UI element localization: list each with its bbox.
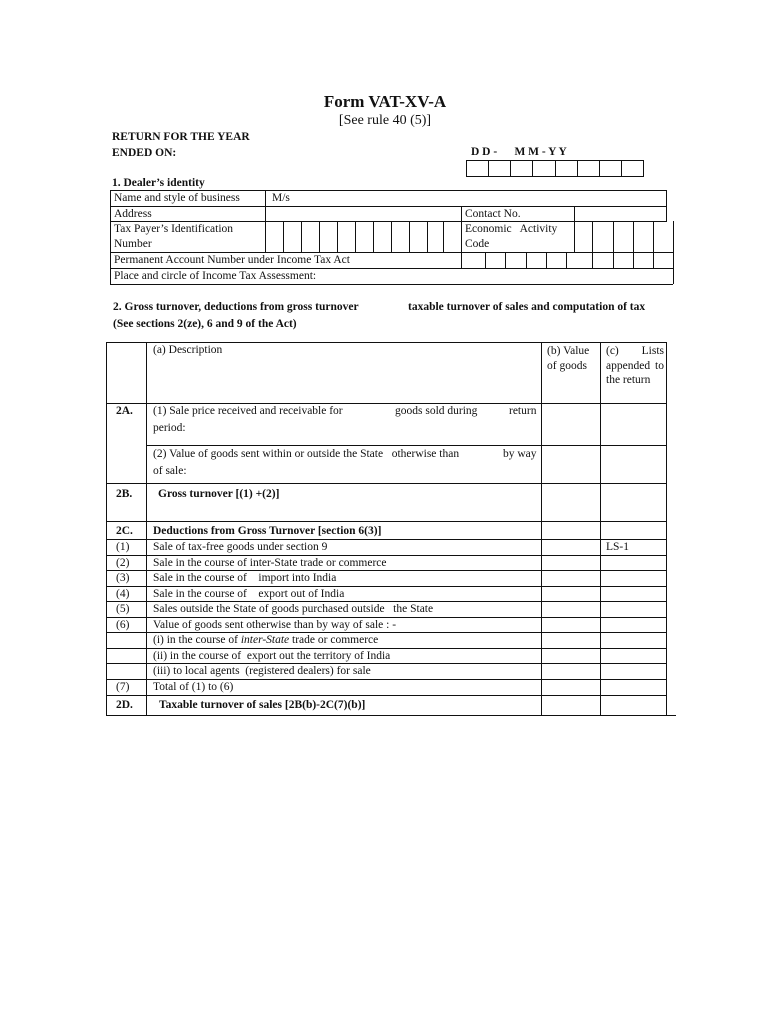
deduction-num: (2) bbox=[116, 557, 130, 569]
row-2c-label: 2C. bbox=[116, 525, 133, 537]
return-year-label: RETURN FOR THE YEAR bbox=[112, 131, 250, 143]
pan-label: Permanent Account Number under Income Tax Act bbox=[114, 254, 350, 266]
contact-no-label: Contact No. bbox=[465, 208, 521, 220]
deduction-text: (iii) to local agents (registered dealers) for sale bbox=[153, 665, 371, 677]
row-2a-2-text-c: of sale: bbox=[153, 465, 187, 477]
deduction-num: (6) bbox=[116, 619, 130, 631]
economic-code-label-line1: Economic Activity bbox=[465, 223, 558, 235]
deduction-num: (7) bbox=[116, 681, 130, 693]
tin-label-line2: Number bbox=[114, 238, 152, 250]
row-2c-text: Deductions from Gross Turnover [section 6(3)] bbox=[153, 525, 382, 537]
col-value-header: (b) Value of goods bbox=[547, 345, 590, 372]
date-format-label: D D - M M - Y Y bbox=[471, 146, 567, 158]
name-of-business-label: Name and style of business bbox=[114, 192, 240, 204]
section2-heading-right: taxable turnover of sales and computation of tax bbox=[408, 301, 646, 313]
deduction-text-prefix: (i) in the course of bbox=[153, 634, 241, 646]
row-2a-2-text-a: (2) Value of goods sent within or outside the State otherwise than bbox=[153, 448, 460, 460]
name-of-business-field[interactable]: M/s bbox=[272, 192, 290, 204]
deduction-text: (ii) in the course of export out the territory of India bbox=[153, 650, 391, 662]
ended-on-label: ENDED ON: bbox=[112, 147, 177, 159]
row-2b-label: 2B. bbox=[116, 488, 133, 500]
place-circle-label: Place and circle of Income Tax Assessment: bbox=[114, 270, 317, 282]
deduction-text: Value of goods sent otherwise than by way of sale : - bbox=[153, 619, 397, 631]
deduction-num: (5) bbox=[116, 603, 130, 615]
row-2a-1-text-b: goods sold during bbox=[395, 405, 478, 417]
dealer-identity-heading: 1. Dealer’s identity bbox=[112, 177, 205, 189]
deduction-text: Sale in the course of export out of India bbox=[153, 588, 345, 600]
deduction-text: Sales outside the State of goods purchased outside the State bbox=[153, 603, 434, 615]
section2-heading-line2: (See sections 2(ze), 6 and 9 of the Act) bbox=[113, 318, 297, 330]
deduction-num: (3) bbox=[116, 572, 130, 584]
deduction-list: LS-1 bbox=[606, 541, 629, 553]
deduction-num: (1) bbox=[116, 541, 130, 553]
row-2d-text: Taxable turnover of sales [2B(b)-2C(7)(b)] bbox=[159, 699, 366, 711]
row-2a-label: 2A. bbox=[116, 405, 133, 417]
col-lists-header: (c) Lists appended to the return bbox=[606, 345, 664, 386]
row-2a-1-text-a: (1) Sale price received and receivable for bbox=[153, 405, 343, 417]
row-2b-text: Gross turnover [(1) +(2)] bbox=[158, 488, 280, 500]
rule-reference: [See rule 40 (5)] bbox=[338, 113, 432, 128]
col-description-header: (a) Description bbox=[153, 344, 223, 356]
deduction-text: Total of (1) to (6) bbox=[153, 681, 234, 693]
deduction-text-inter-state bbox=[153, 634, 378, 646]
address-label: Address bbox=[114, 208, 152, 220]
deduction-text: Sale of tax-free goods under section 9 bbox=[153, 541, 328, 553]
deduction-num: (4) bbox=[116, 588, 130, 600]
row-2d-label: 2D. bbox=[116, 699, 133, 711]
section2-heading-left: 2. Gross turnover, deductions from gross turnover bbox=[113, 301, 359, 313]
form-title: Form VAT-XV-A bbox=[323, 92, 447, 111]
row-2a-1-text-c: return bbox=[509, 405, 537, 417]
economic-code-label-line2: Code bbox=[465, 238, 490, 250]
row-2a-1-text-d: period: bbox=[153, 422, 186, 434]
deduction-text: Sale in the course of import into India bbox=[153, 572, 337, 584]
row-2a-2-text-b: by way bbox=[503, 448, 537, 460]
deduction-text-suffix: trade or commerce bbox=[289, 634, 379, 646]
tin-label-line1: Tax Payer’s Identification bbox=[114, 223, 234, 235]
deduction-text-italic: inter-State bbox=[240, 634, 290, 646]
deduction-text: Sale in the course of inter-State trade or commerce bbox=[153, 557, 387, 569]
